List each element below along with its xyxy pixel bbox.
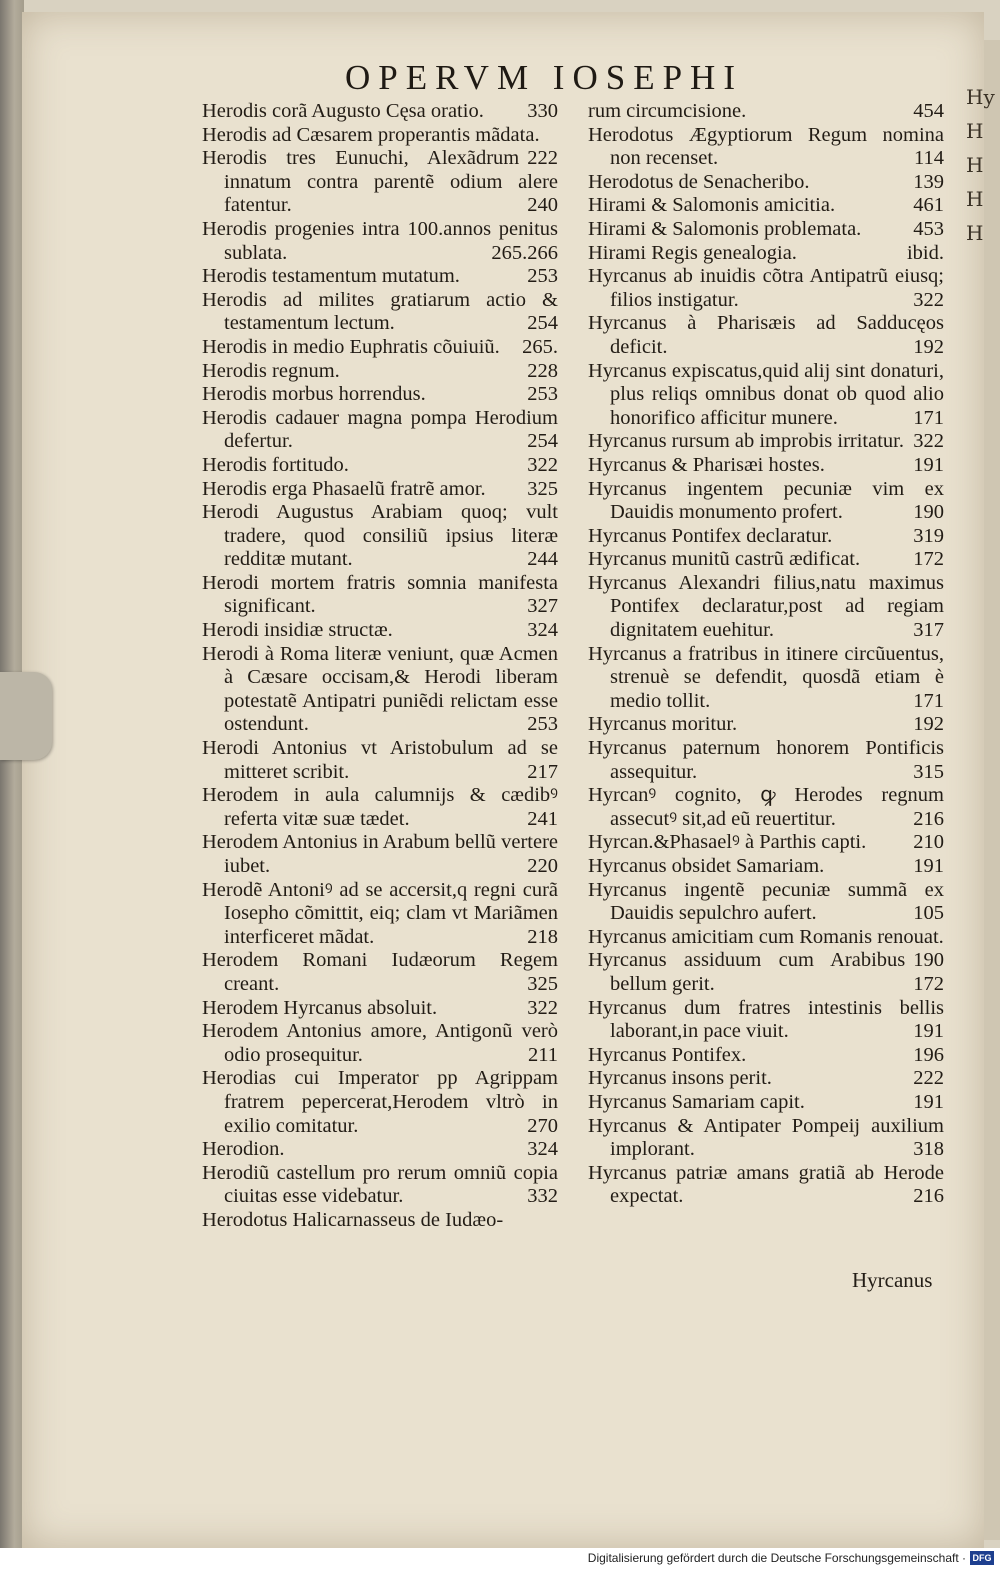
index-entry-text: Hyrcanus à Pharisæis ad Sadducęos deficit.: [588, 312, 944, 358]
index-page-ref: 217: [527, 760, 558, 783]
index-entry-text: Herodis morbus horrendus.: [202, 383, 426, 406]
index-page-ref: 324: [527, 619, 558, 642]
index-page-ref: 319: [913, 524, 944, 547]
index-entry-text: Herodotus Ægyptiorum Regum nomina non recenset.: [588, 123, 944, 170]
footer-credit: Digitalisierung gefördert durch die Deutsche Forschungsgemeinschaft ·: [587, 1551, 966, 1565]
index-page-ref: ibid.: [906, 241, 944, 264]
index-entry-text: Herodem Hyrcanus absoluit.: [202, 996, 438, 1019]
running-title: OPERVM IOSEPHI: [345, 58, 743, 97]
index-entry: [202, 407, 558, 454]
index-entry: [588, 1044, 944, 1068]
index-entry: [202, 100, 558, 124]
catchword: Hyrcanus: [852, 1268, 933, 1292]
index-entry: [588, 124, 944, 171]
index-page-ref: 172: [913, 548, 944, 571]
book-spine-edge: [0, 0, 24, 1560]
index-page-ref: 325: [527, 477, 558, 500]
index-entry: [202, 784, 558, 831]
index-entry-text: Herodem Antonius in Arabum bellũ vertere iubet.: [202, 831, 558, 877]
index-page-ref: 253: [527, 713, 558, 736]
index-page-ref: 216: [913, 807, 944, 830]
index-entry: [202, 879, 558, 950]
index-entry-text: Herodiũ castellum pro rerum omniũ copia ciuitas esse videbatur.: [202, 1161, 558, 1208]
index-entry: [588, 572, 944, 643]
index-page-ref: 218: [527, 925, 558, 948]
index-entry-text: Herodion.: [202, 1138, 285, 1161]
index-page-ref: 453: [913, 217, 944, 240]
index-entry: [202, 265, 558, 289]
dfg-logo: DFG: [970, 1551, 994, 1565]
index-page-ref: 330: [527, 100, 558, 122]
index-entry: [588, 548, 944, 572]
index-entry: [588, 879, 944, 926]
index-entry-text: Hyrcanus a fratribus in itinere circũuentus, strenuè se defendit, quosdã etiam è medio tollit.: [588, 642, 944, 712]
index-page-ref: 254: [527, 430, 558, 453]
index-page-ref: 254: [527, 312, 558, 335]
index-entry: [202, 383, 558, 407]
index-entry-text: Herodis cadauer magna pompa Herodium defertur.: [202, 406, 558, 453]
index-page-ref: 270: [527, 1114, 558, 1137]
index-entry: [202, 1138, 558, 1162]
index-entry: [202, 643, 558, 737]
index-entry-text: Herodis fortitudo.: [202, 453, 349, 476]
index-entry-text: Herodotus de Senacheribo.: [588, 170, 810, 193]
index-page-ref: 191: [913, 855, 944, 877]
index-page-ref: 171: [913, 689, 944, 712]
index-entry: [588, 194, 944, 218]
index-entry: [588, 643, 944, 714]
index-page-ref: 325: [527, 972, 558, 995]
index-page-ref: 191: [913, 1090, 944, 1113]
index-page-ref: 171: [913, 406, 944, 429]
index-page-ref: 244: [527, 548, 558, 571]
index-entry-text: Herodis progenies intra 100.annos penitus sublata.: [202, 217, 558, 264]
index-entry-text: Hyrcanus ingentem pecuniæ vim ex Dauidis monumento profert.: [588, 477, 944, 524]
index-entry-text: Herodi insidiæ structæ.: [202, 619, 393, 642]
index-entry-text: Hyrcanꝰ cognito, ꝙ Herodes regnum assecutꝰ sit,ad eũ reuertitur.: [588, 784, 944, 830]
index-page-ref: 241: [527, 807, 558, 830]
index-entry-text: Herodi à Roma literæ veniunt, quæ Acmen à Cæsare occisam,& Herodi liberam potestatẽ Antipatri puniẽdi relictam esse ostendunt.: [202, 642, 558, 736]
index-entry-text: Herodis tres Eunuchi, Alexãdrum innatum contra parentẽ odium alere fatentur.: [202, 147, 558, 217]
index-entry-text: Hyrcanus expiscatus,quid alij sint donaturi, plus reliqs omnibus donat ob quod alio honorifico afficitur munere.: [588, 359, 944, 429]
index-page-ref: 220: [527, 855, 558, 877]
index-page-ref: 322: [913, 430, 944, 453]
index-entry: [588, 430, 944, 454]
index-entry: [588, 171, 944, 195]
index-entry: [202, 831, 558, 878]
index-page-ref: 210: [913, 831, 944, 854]
index-entry: [588, 1162, 944, 1209]
index-entry-text: Herodi Antonius vt Aristobulum ad se mitteret scribit.: [202, 737, 558, 783]
index-entry: [588, 1067, 944, 1091]
index-page-ref: 332: [527, 1185, 558, 1208]
index-entry-text: Hyrcanus ab inuidis cõtra Antipatrũ eiusq; filios instigatur.: [588, 265, 944, 311]
index-entry: [202, 360, 558, 384]
index-page-ref: 327: [527, 595, 558, 618]
index-entry-text: Herodis ad milites gratiarum actio & testamentum lectum.: [202, 288, 558, 335]
index-page-ref: 315: [913, 760, 944, 783]
digitization-footer: [0, 1548, 1000, 1570]
index-entry: [588, 360, 944, 431]
index-page-ref: 216: [913, 1185, 944, 1208]
index-entry: [202, 737, 558, 784]
index-entry: [202, 619, 558, 643]
index-entry-text: Herodis erga Phasaelũ fratrẽ amor.: [202, 477, 486, 500]
index-entry: [202, 478, 558, 502]
index-entry-text: Hyrcanus & Antipater Pompeij auxilium implorant.: [588, 1114, 944, 1161]
index-entry: [202, 1162, 558, 1209]
index-entry-text: Herodis regnum.: [202, 359, 340, 382]
index-entry-text: Hyrcanus & Pharisæi hostes.: [588, 453, 825, 476]
index-entry-text: Hyrcan.&Phasaelꝰ à Parthis capti.: [588, 831, 867, 854]
index-page-ref: 192: [913, 335, 944, 358]
index-entry: [202, 949, 558, 996]
index-entry: [588, 312, 944, 359]
index-entry-text: Hyrcanus dum fratres intestinis bellis laborant,in pace viuit.: [588, 996, 944, 1043]
index-page-ref: 222: [527, 147, 558, 170]
facing-page-fragments: Hy H H H H: [966, 85, 995, 245]
index-page-ref: 190: [913, 501, 944, 524]
index-entry: [588, 997, 944, 1044]
index-entry-text: Herodotus Halicarnasseus de Iudæo-: [202, 1208, 504, 1231]
index-entry: [202, 572, 558, 619]
index-page-ref: 265.: [522, 335, 558, 358]
index-page-ref: 318: [913, 1138, 944, 1161]
index-entry: [588, 713, 944, 737]
index-entry-text: Hyrcanus assiduum cum Arabibus bellum gerit.: [588, 949, 906, 995]
index-entry: [588, 855, 944, 879]
index-page-ref: 105: [913, 902, 944, 925]
index-entry-text: Hyrcanus munitũ castrũ ædificat.: [588, 548, 861, 571]
index-entry-text: Hirami & Salomonis problemata.: [588, 217, 862, 240]
index-entry-text: Herodi Augustus Arabiam quoq; vult tradere, quod consiliũ ipsius literæ redditæ mutant.: [202, 501, 558, 571]
index-entry-text: Hyrcanus Pontifex declaratur.: [588, 524, 833, 547]
index-entry-text: Hyrcanus ingentẽ pecuniæ summã ex Dauidis sepulchro aufert.: [588, 878, 944, 925]
index-entry-text: Herodem in aula calumnijs & cædibꝰ referta vitæ suæ tædet.: [202, 784, 558, 830]
index-entry: [588, 100, 944, 124]
index-page-ref: 196: [913, 1043, 944, 1066]
index-entry-text: Hirami Regis genealogia.: [588, 241, 797, 264]
index-entry: [202, 336, 558, 360]
index-entry: [202, 147, 558, 218]
index-entry-text: Hirami & Salomonis amicitia.: [588, 194, 836, 217]
index-entry-text: Hyrcanus Samariam capit.: [588, 1090, 805, 1113]
index-column-right: [588, 100, 944, 1209]
index-page-ref: 211: [528, 1043, 558, 1066]
index-entry: [588, 478, 944, 525]
index-page-ref: 139: [913, 170, 944, 193]
index-entry-text: rum circumcisione.: [588, 100, 747, 122]
index-entry: [202, 1067, 558, 1138]
index-page-ref: 114: [914, 147, 944, 170]
index-entry: [588, 454, 944, 478]
index-entry-text: Hyrcanus amicitiam cum Romanis renouat.: [588, 925, 944, 948]
index-column-left: [202, 100, 558, 1233]
index-entry-text: Hyrcanus Pontifex.: [588, 1043, 747, 1066]
index-entry: [588, 218, 944, 242]
index-entry: [588, 1091, 944, 1115]
index-entry: [588, 831, 944, 855]
index-entry: [588, 949, 944, 996]
index-page-ref: 192: [913, 713, 944, 736]
index-entry-text: Hyrcanus insons perit.: [588, 1067, 772, 1090]
index-page-ref: 322: [913, 288, 944, 311]
index-page-ref: 191: [913, 1020, 944, 1043]
index-entry-text: Hyrcanus obsidet Samariam.: [588, 855, 825, 877]
index-page-ref: 253: [527, 383, 558, 406]
index-page-ref: 240: [527, 194, 558, 217]
index-page-ref: 222: [913, 1067, 944, 1090]
index-entry: [202, 1020, 558, 1067]
index-page-ref: 324: [527, 1138, 558, 1161]
index-page-ref: 461: [913, 194, 944, 217]
index-entry: [202, 218, 558, 265]
index-entry-text: Hyrcanus rursum ab improbis irritatur.: [588, 430, 904, 453]
index-entry: [588, 242, 944, 266]
index-entry-text: Herodi mortem fratris somnia manifesta significant.: [202, 571, 558, 618]
index-entry-text: Hyrcanus Alexandri filius,natu maximus Pontifex declaratur,post ad regiam dignitatem euehitur.: [588, 571, 944, 642]
index-entry-text: Herodis in medio Euphratis cõuiuiũ.: [202, 335, 500, 358]
index-page-ref: 190: [913, 949, 944, 972]
index-page-ref: 322: [527, 453, 558, 476]
index-entry: [588, 737, 944, 784]
index-entry-text: Herodis testamentum mutatum.: [202, 265, 460, 288]
index-entry: [202, 454, 558, 478]
index-entry-text: Herodis ad Cæsarem properantis mãdata.: [202, 123, 540, 146]
index-page-ref: 317: [913, 619, 944, 642]
index-entry: [588, 1115, 944, 1162]
index-entry: [202, 289, 558, 336]
index-page-ref: 322: [527, 996, 558, 1019]
index-entry: [202, 1209, 558, 1233]
index-page-ref: 191: [913, 453, 944, 476]
index-entry: [588, 784, 944, 831]
index-entry-text: Hyrcanus patriæ amans gratiã ab Herode expectat.: [588, 1161, 944, 1208]
index-entry-text: Herodis corã Augusto Cęsa oratio.: [202, 100, 484, 122]
index-entry-text: Herodem Antonius amore, Antigonũ verò odio prosequitur.: [202, 1020, 558, 1066]
index-entry: [588, 265, 944, 312]
index-entry-text: Herodias cui Imperator pp Agrippam fratrem pepercerat,Herodem vltrò in exilio comitatur.: [202, 1067, 558, 1137]
bookmark-tab: [0, 672, 52, 760]
index-entry-text: Hyrcanus paternum honorem Pontificis assequitur.: [588, 737, 944, 783]
index-entry: [202, 501, 558, 572]
index-page-ref: 253: [527, 265, 558, 288]
index-entry-text: Hyrcanus moritur.: [588, 713, 738, 736]
index-page-ref: 454: [913, 100, 944, 122]
index-page-ref: 228: [527, 359, 558, 382]
index-entry: [202, 997, 558, 1021]
index-page-ref: 265.266: [491, 241, 558, 264]
index-page-ref: 172: [913, 972, 944, 995]
index-entry: [588, 525, 944, 549]
index-entry-text: Herodem Romani Iudæorum Regem creant.: [202, 949, 558, 995]
index-entry: [202, 123, 558, 170]
index-entry-text: Herodẽ Antoniꝰ ad se accersit,q regni curã Iosepho cõmittit, eiq; clam vt Mariãmen interficeret mãdat.: [202, 878, 558, 948]
